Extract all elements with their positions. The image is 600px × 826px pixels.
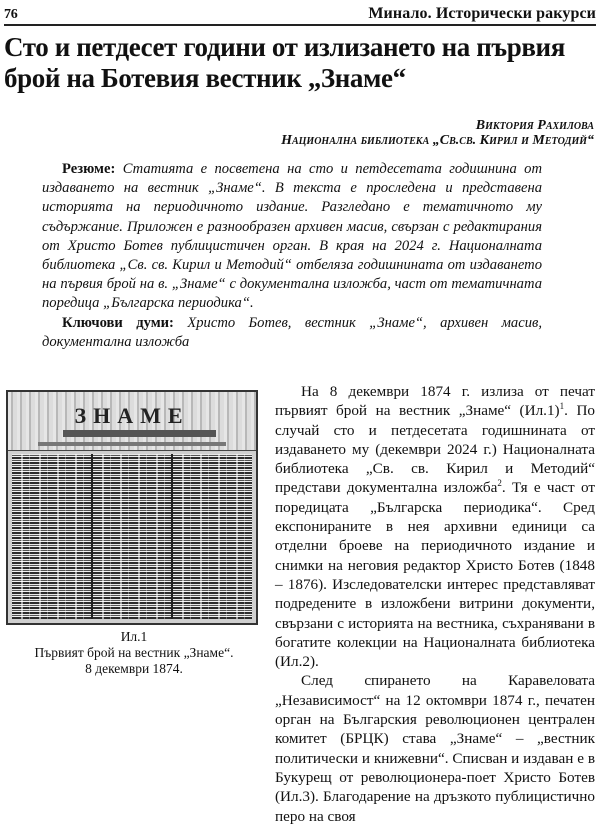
page-number: 76 (4, 7, 18, 22)
body-paragraph-2: След спирането на Каравеловата „Независимост“ на 12 октомври 1874 г., печатен орган на Българския революционен централен комитет (БРЦК) става „Знаме“ – „вестник политически и книжевни“. Списван и издаван е в Букурещ от революционера-поет Христо Ботев (Ил.3). Благодарение на дръзкото публицистично перо на своя (275, 672, 595, 825)
newspaper-column (173, 454, 252, 619)
figure-caption-id: Ил.1 (120, 629, 148, 644)
newspaper-dateline-bar (38, 442, 226, 446)
abstract-paragraph (42, 160, 542, 314)
article-title: Сто и петдесет години от излизането на първия брой на Ботевия вестник „Знаме“ (4, 32, 565, 93)
article-body (275, 382, 595, 826)
running-head (4, 2, 596, 26)
author-name: Виктория Рахилова (475, 118, 594, 133)
newspaper-column (12, 454, 93, 619)
keywords-text: Христо Ботев, вестник „Знаме“, архивен масив, документална изложба (42, 314, 542, 350)
keywords-paragraph (42, 314, 542, 352)
footnote-ref-2[interactable]: 2 (497, 478, 502, 489)
body-text-segment: . Тя е част от поредицата „Българска периодика“. Сред експонираните в нея архивни единици са отделни броеве на периодичното издание и снимки на неговия редактор Христо Ботев (1848 – 1876). Изследователски интерес представляват подредените в изложбени витрини документи, свързани с историята на вестника, съхранявани в богатите колекции на Националната библиотека (Ил.2). (275, 479, 596, 671)
abstract-block (42, 160, 542, 352)
figure-caption (6, 629, 262, 677)
newspaper-column (93, 454, 174, 619)
newspaper-columns (12, 454, 252, 619)
journal-title: Минало. Исторически ракурси (368, 5, 596, 22)
abstract-label: Резюме: (62, 161, 116, 177)
byline (281, 118, 594, 148)
body-text-segment: На 8 декември 1874 г. излиза от печат първият брой на вестник „Знаме“ (Ил.1) (275, 383, 595, 420)
keywords-label: Ключови думи: (62, 314, 174, 331)
figure-caption-line-1: Първият брой на вестник „Знаме“. (34, 645, 234, 660)
newspaper-subtitle-bar (63, 430, 216, 437)
footnote-ref-1[interactable]: 1 (559, 401, 565, 412)
newspaper-masthead: ЗНАМЕ (74, 403, 190, 428)
abstract-text: Статията е посветена на сто и петдесетата годишнина от издаването на вестник „Знаме“. В текста е проследена и представена историята на периодичното издание. Разгледано е тематичното му съдържание. Приложен е разнообразен архивен масив, свързан с редактирания от Христо Ботев публицистичен орган. В края на 2024 г. Националната библиотека „Св. св. Кирил и Методий“ отбеляза годишнината от издаването на първия брой на в. „Знаме“ с документална изложба, част от тематичната поредица „Българска периодика“. (42, 161, 542, 312)
figure-1 (6, 390, 262, 677)
author-affiliation: Национална библиотека „Св.св. Кирил и Методий“ (281, 133, 594, 148)
newspaper-front-page-image (6, 390, 258, 625)
body-paragraph-1 (275, 382, 595, 671)
figure-caption-line-2: 8 декември 1874. (85, 661, 183, 676)
body-text-segment: . По случай сто и петдесетата годишнината от издаването му (декември 2024 г.) Националната библиотека „Св. св. Кирил и Методий“ представи документална изложба (275, 402, 596, 497)
